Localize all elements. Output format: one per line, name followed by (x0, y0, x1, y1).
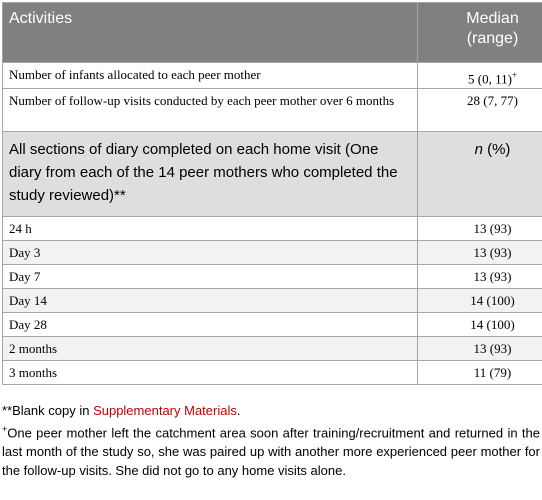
row-label-text: 24 h (9, 221, 32, 237)
row-value-text: 14 (100) (470, 317, 515, 333)
row-value-text: 13 (93) (473, 245, 512, 261)
row-label (3, 63, 418, 89)
row-label (3, 89, 418, 132)
table-row (3, 265, 542, 289)
row-label (3, 265, 418, 289)
row-label (3, 337, 418, 361)
row-value-text: 5 (0, 11) (467, 71, 512, 87)
row-value (418, 361, 542, 385)
subheader-n: n (474, 141, 483, 159)
footnote-1-suffix: . (236, 403, 241, 418)
table-row (3, 241, 542, 265)
row-value (418, 337, 542, 361)
footnote-1 (2, 401, 540, 420)
table-row (3, 361, 542, 385)
row-label-text: 3 months (9, 365, 58, 381)
row-label-text: Day 3 (9, 245, 41, 261)
footnote-2 (2, 420, 540, 480)
footnote-1-prefix: **Blank copy in (2, 403, 94, 418)
subheader-percent: (%) (482, 141, 511, 159)
table-header-row (3, 3, 542, 63)
table-footnotes (2, 401, 540, 480)
row-label (3, 241, 418, 265)
table-row (3, 89, 542, 132)
row-label (3, 217, 418, 241)
header-activities-label: Activities (9, 10, 73, 27)
data-table (2, 2, 542, 385)
row-label-text: Day 14 (9, 293, 47, 309)
header-activities (3, 3, 418, 63)
row-label-text: Number of infants allocated to each peer mother (9, 67, 261, 82)
table-row (3, 63, 542, 89)
row-label-text: Day 28 (9, 317, 47, 333)
header-range-label: (range) (466, 30, 519, 47)
row-value-text: 13 (93) (473, 269, 512, 285)
table-row (3, 217, 542, 241)
row-value-text: 14 (100) (470, 293, 515, 309)
subheader-label-text: All sections of diary completed on each home visit (One diary from each of the 14 peer mothers who completed the study reviewed)** (9, 141, 398, 205)
header-median-label: Median (466, 10, 519, 27)
row-label-text: Number of follow-up visits conducted by each peer mother over 6 months (9, 93, 395, 109)
table-row (3, 289, 542, 313)
row-value-text: 13 (93) (473, 341, 512, 357)
row-value (418, 313, 542, 337)
row-value (418, 289, 542, 313)
row-value-text: 28 (7, 77) (467, 93, 518, 109)
row-value (418, 265, 542, 289)
row-label-text: Day 7 (9, 269, 41, 285)
row-label (3, 313, 418, 337)
header-median (418, 3, 542, 63)
row-label (3, 361, 418, 385)
footnote-2-text: One peer mother left the catchment area soon after training/recruitment and returned in the last month of the study so, she was paired up with another more experienced peer mother for the follow-up visits. She did not go to any home visits alone. (2, 425, 540, 479)
table-subheader-row (3, 132, 542, 217)
row-value (418, 89, 542, 132)
footnote-2-marker: + (2, 424, 8, 434)
supplementary-materials-link[interactable]: Supplementary Materials (93, 403, 237, 418)
row-value-text: 11 (79) (473, 365, 512, 381)
row-value (418, 241, 542, 265)
row-value (418, 63, 542, 89)
row-label-text: 2 months (9, 341, 58, 357)
footnote-marker: + (511, 70, 517, 80)
table-row (3, 337, 542, 361)
row-label (3, 289, 418, 313)
table-row (3, 313, 542, 337)
subheader-value (418, 132, 542, 217)
row-value (418, 217, 542, 241)
subheader-label (3, 132, 418, 217)
row-value-text: 13 (93) (473, 221, 512, 237)
